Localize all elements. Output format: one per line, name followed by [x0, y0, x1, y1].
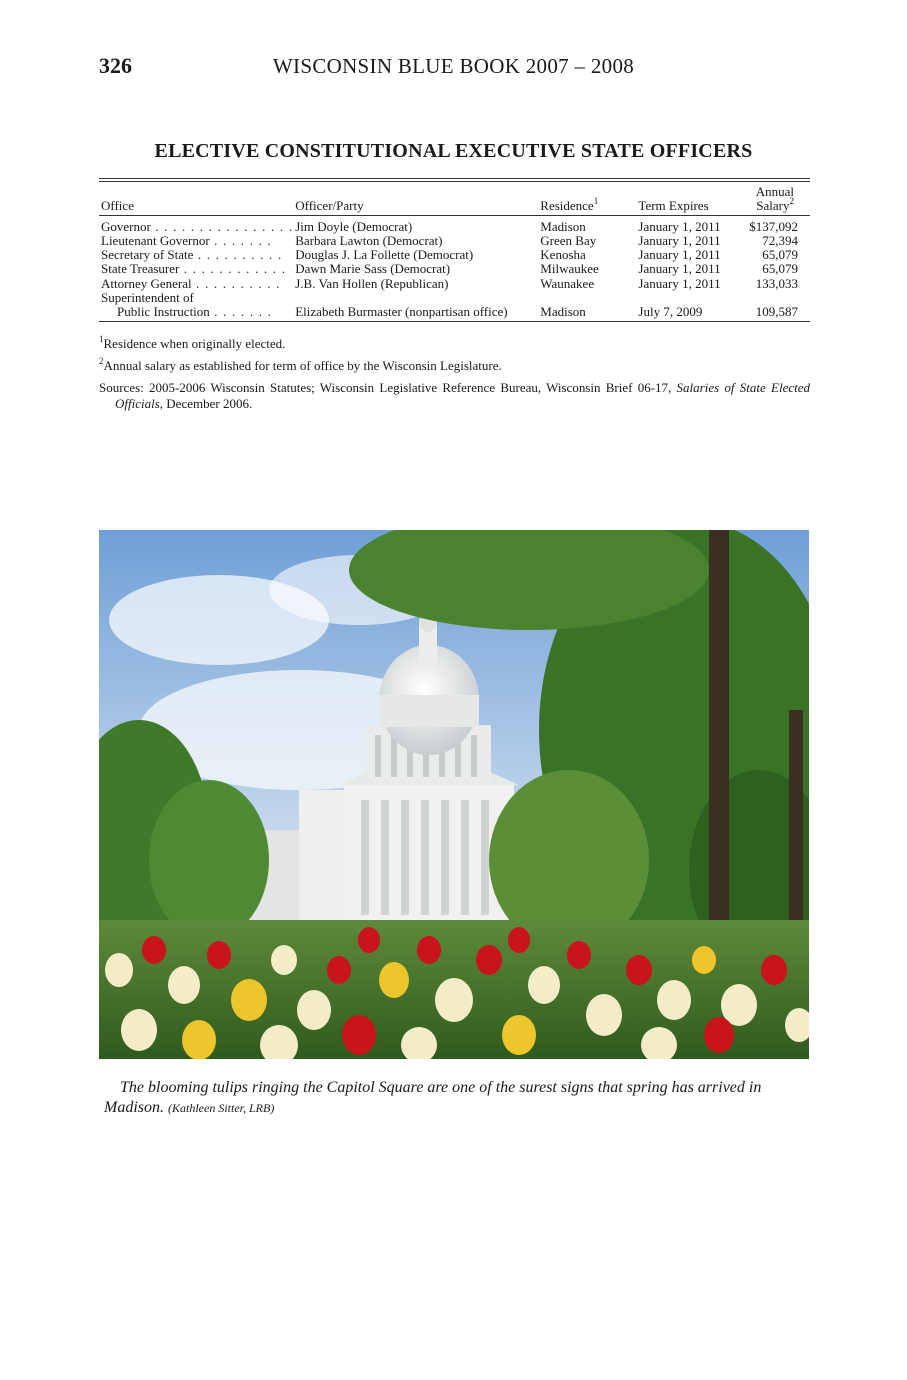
footnote-2: $^2$Annual salary as established for term of office by the Wisconsin Legislature.	[99, 356, 502, 373]
cell-term: January 1, 2011	[638, 232, 721, 248]
table-row	[99, 248, 810, 262]
cell-officer: J.B. Van Hollen (Republican)	[295, 275, 449, 291]
cell-term: January 1, 2011	[638, 261, 721, 277]
header-residence: Residence$^1$	[538, 182, 636, 215]
header-office: Office	[99, 182, 293, 215]
table-row	[99, 305, 810, 321]
table-row	[99, 277, 810, 291]
cell-residence: Madison	[540, 304, 586, 320]
header-salary: Annual Salary$^2$	[741, 182, 810, 215]
header-officer: Officer/Party	[293, 182, 538, 215]
cell-term: January 1, 2011	[638, 247, 721, 263]
running-head-lue: LUE	[412, 54, 454, 78]
footnote-1: $^1$Residence when originally elected.	[99, 334, 286, 351]
cell-salary: 109,587	[755, 304, 798, 320]
cell-term: January 1, 2011	[638, 218, 721, 234]
running-head-w: W	[272, 54, 294, 78]
cell-residence: Milwaukee	[540, 261, 599, 277]
cell-office: Attorney General . . . . . . . . . .	[101, 276, 281, 291]
cell-residence: Kenosha	[540, 247, 586, 263]
running-head-ook: OOK	[473, 54, 521, 78]
table-row	[99, 262, 810, 276]
cell-officer: Douglas J. La Follette (Democrat)	[295, 247, 474, 263]
running-head	[0, 54, 907, 79]
running-head-years: 2007 – 2008	[525, 54, 635, 78]
page-title: ELECTIVE CONSTITUTIONAL EXECUTIVE STATE OFFICERS	[154, 140, 753, 162]
cell-residence: Waunakee	[540, 275, 595, 291]
table-header-row	[99, 182, 810, 215]
cell-office: Governor . . . . . . . . . . . . . . . .	[101, 218, 294, 234]
salary-footnote-mark: 2	[789, 196, 794, 207]
cell-salary: 133,033	[755, 275, 798, 291]
cell-office: Lieutenant Governor . . . . . . .	[101, 233, 272, 248]
table-row	[99, 215, 810, 234]
table-row	[99, 291, 810, 305]
cell-officer: Dawn Marie Sass (Democrat)	[295, 261, 451, 277]
table-notes	[99, 336, 810, 418]
table-row	[99, 234, 810, 248]
cell-officer: Barbara Lawton (Democrat)	[295, 232, 443, 248]
officers-table	[99, 182, 810, 322]
header-term: Term Expires	[636, 182, 740, 215]
cell-salary: 72,394	[762, 232, 798, 248]
sources-note: Sources: 2005-2006 Wisconsin Statutes; Wisconsin Legislative Reference Bureau, Wisconsin Brief 06-17, Salaries of State Elected Officials, December 2006.	[99, 380, 810, 411]
running-head-b2: B	[459, 54, 474, 78]
cell-term: January 1, 2011	[638, 275, 721, 291]
cell-office: State Treasurer . . . . . . . . . . . .	[101, 262, 287, 277]
cell-salary: 65,079	[762, 247, 798, 263]
residence-footnote-mark: 1	[593, 196, 599, 207]
cell-residence: Green Bay	[540, 232, 597, 248]
page-number: 326	[99, 53, 132, 78]
cell-salary: 65,079	[762, 261, 798, 277]
cell-officer: Elizabeth Burmaster (nonpartisan office)	[295, 304, 508, 320]
officers-table-container	[99, 178, 810, 322]
cell-office: Secretary of State . . . . . . . . . .	[101, 248, 283, 263]
cell-salary: $137,092	[749, 218, 798, 234]
cell-office-line1: Superintendent of	[101, 290, 194, 306]
capitol-tulips-photo	[99, 530, 809, 1059]
photo-credit: (Kathleen Sitter, LRB)	[168, 1101, 275, 1115]
cell-residence: Madison	[540, 218, 586, 234]
cell-officer: Jim Doyle (Democrat)	[295, 218, 413, 234]
running-head-b: B	[397, 54, 413, 78]
running-head-isconsin: ISCONSIN	[293, 54, 393, 78]
cell-term: July 7, 2009	[638, 304, 703, 320]
photo-caption: The blooming tulips ringing the Capitol Square are one of the surest signs that spring has arrived in Madison. (Kathleen Sitter, LRB)	[104, 1079, 762, 1116]
cell-office: Public Instruction . . . . . . .	[117, 305, 273, 320]
